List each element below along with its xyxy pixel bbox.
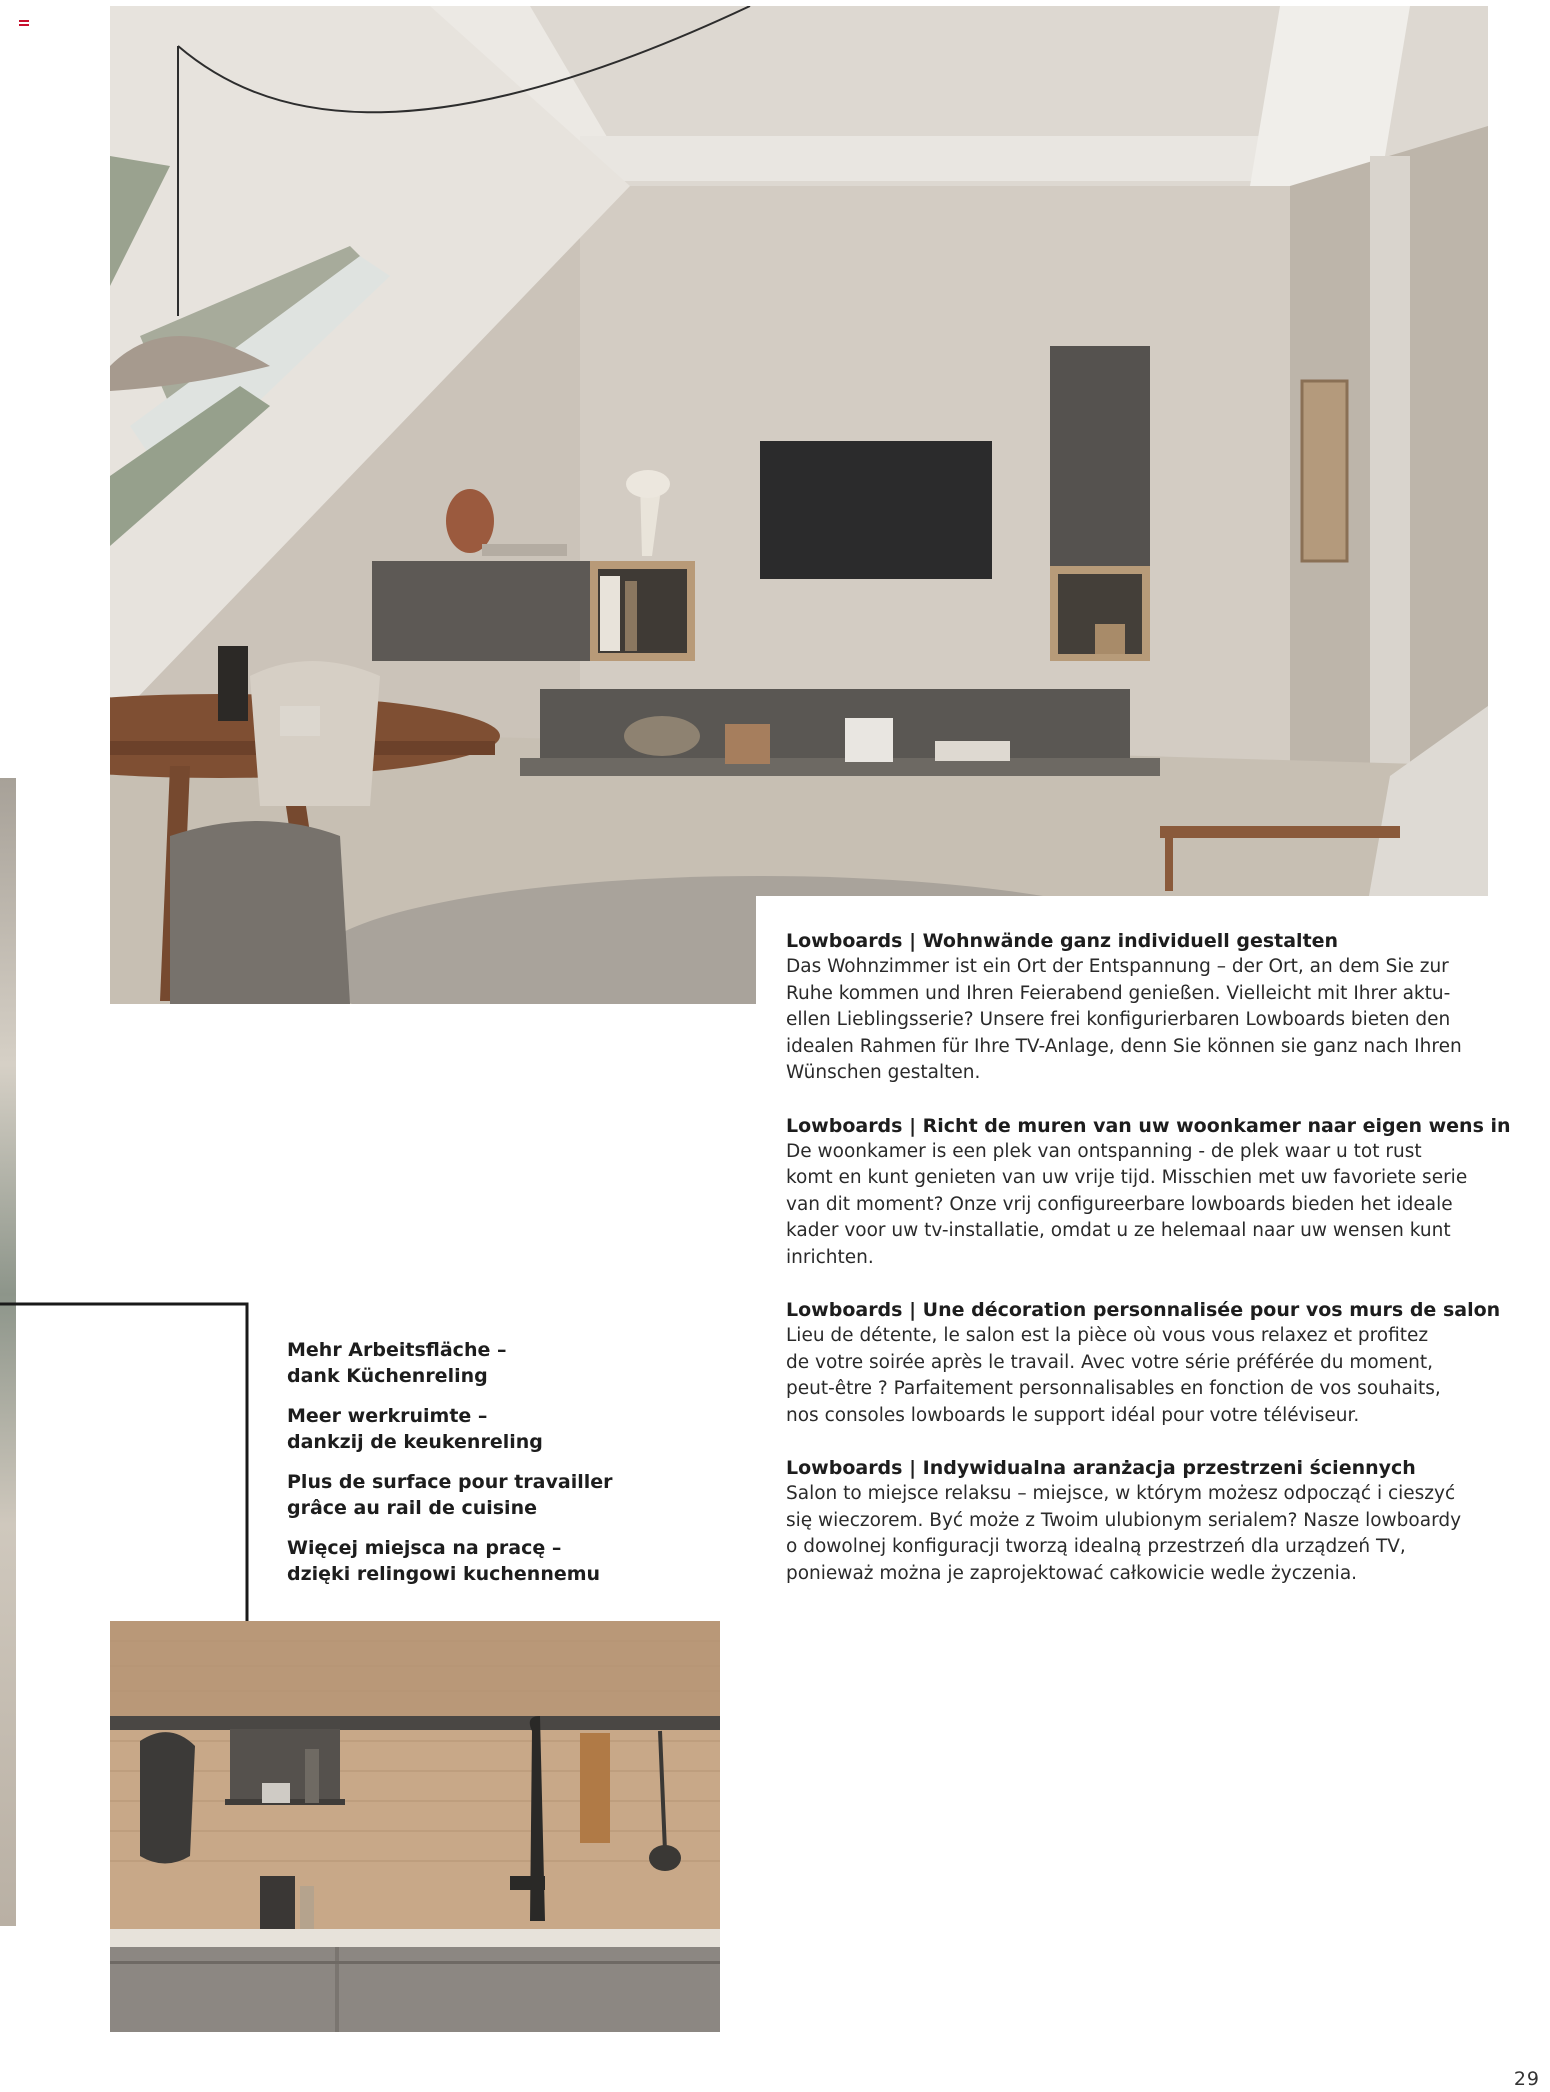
railing-caption-pl: Więcej miejsca na pracę – dzięki relingowi kuchennemu — [287, 1537, 601, 1585]
section-french — [786, 1297, 1501, 1429]
page-number: 29 — [1513, 2068, 1540, 2090]
section-dutch — [786, 1113, 1511, 1272]
section-body: De woonkamer is een plek van ontspanning - de plek waar u tot rust komt en kunt genieten van uw vrije tijd. Misschien met uw favoriete serie van dit moment? Onze vrij configureerbare lowboards bieden het ideale kader voor uw tv-installatie, omdat u ze helemaal naar uw wensen kunt inrichten. — [786, 1140, 1468, 1268]
railing-captions — [287, 1337, 617, 1601]
flag-icon — [19, 20, 29, 26]
section-body: Salon to miejsce relaksu – miejsce, w którym możesz odpocząć i cieszyć się wieczorem. Być może z Twoim ulubionym serialem? Nasze lowboardy o dowolnej konfiguracji tworzą idealną przestrzeń dla urządzeń TV, ponieważ można je zaprojektować całkowicie wedle życzenia. — [786, 1483, 1462, 1584]
lowboards-text-column — [786, 928, 1511, 1613]
section-body: Lieu de détente, le salon est la pièce où vous vous relaxez et profitez de votre soirée après le travail. Avec votre série préférée du moment, peut-être ? Parfaitement personnalisables en fonction de vos souhaits, nos consoles lowboards le support idéal pour votre téléviseur. — [786, 1325, 1441, 1426]
section-german — [786, 928, 1486, 1087]
living-room-photo — [110, 6, 1488, 1004]
section-heading: Lowboards | Indywidualna aranżacja przestrzeni ściennych — [786, 1457, 1416, 1479]
railing-caption-nl: Meer werkruimte – dankzij de keukenreling — [287, 1405, 543, 1453]
section-heading: Lowboards | Richt de muren van uw woonkamer naar eigen wens in — [786, 1114, 1511, 1137]
section-heading: Lowboards | Une décoration personnalisée pour vos murs de salon — [786, 1299, 1501, 1321]
railing-caption-de: Mehr Arbeitsfläche – dank Küchenreling — [287, 1339, 507, 1387]
section-body: Das Wohnzimmer ist ein Ort der Entspannung – der Ort, an dem Sie zur Ruhe kommen und Ihren Feierabend genießen. Vielleicht mit Ihrer aktu- ellen Lieblingsserie? Unsere frei konfigurierbaren Lowboards bieten den idealen Rahmen für Ihre TV-Anlage, denn Sie können sie ganz nach Ihren Wünschen gestalten. — [786, 956, 1462, 1083]
section-heading: Lowboards | Wohnwände ganz individuell gestalten — [786, 930, 1339, 952]
railing-caption-fr: Plus de surface pour travailler grâce au rail de cuisine — [287, 1471, 613, 1519]
section-polish — [786, 1455, 1486, 1587]
kitchen-railing-photo — [110, 1621, 720, 2032]
